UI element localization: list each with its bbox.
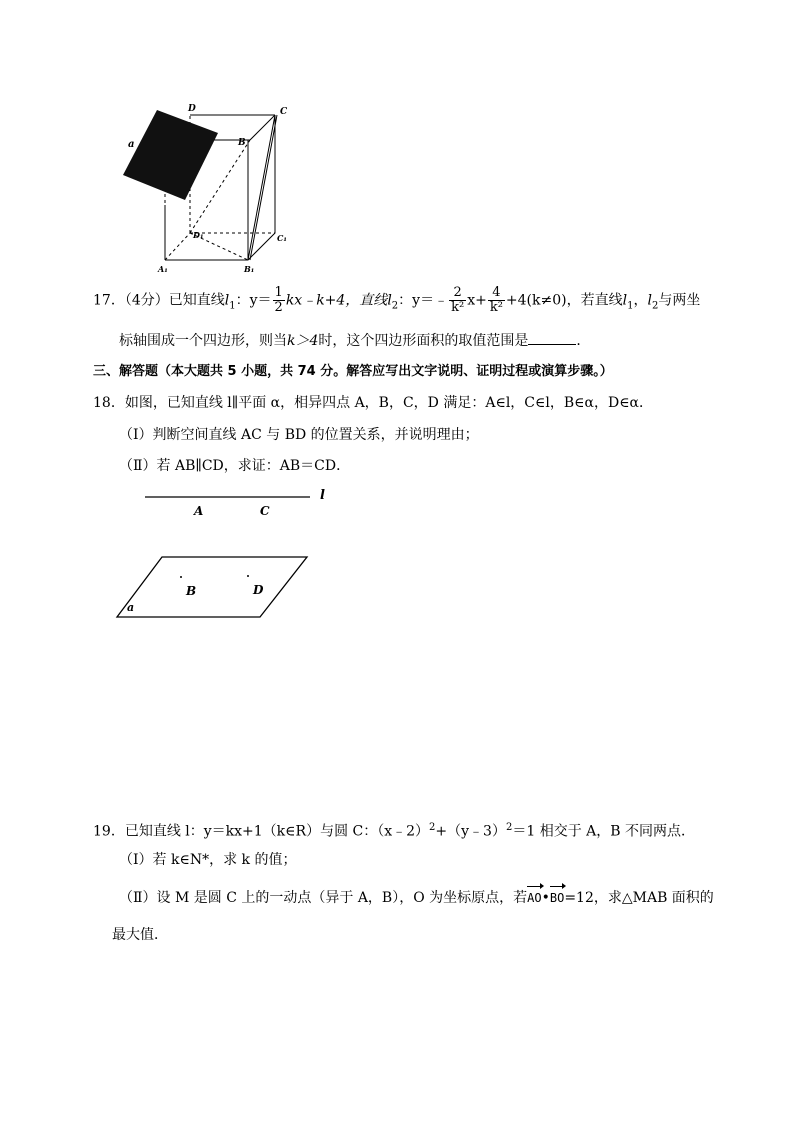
q17-score: （4分） — [124, 292, 169, 309]
point-B-label: B — [186, 584, 197, 598]
answer-blank — [528, 330, 576, 345]
frac2-num: 2 — [449, 286, 466, 301]
q17-line2-text: 标轴围成一个四边形，则当 — [119, 333, 287, 349]
q19-number: 19． — [93, 823, 125, 840]
plane-label: a — [127, 601, 135, 614]
frac3-den: k² — [489, 300, 503, 315]
q17-tail-sub1: 1 — [627, 300, 634, 312]
shaded-plane — [123, 110, 218, 200]
frac1-den: 2 — [274, 300, 283, 315]
q17-line2b: 时，这个四边形面积的取值范围是 — [318, 333, 529, 349]
q17-text: 已知直线 — [168, 292, 225, 309]
q19-stem-b: +（y﹣3） — [435, 823, 506, 840]
label-B1: B₁ — [244, 264, 255, 274]
q17-sub2: 2 — [391, 300, 399, 312]
label-B: B — [238, 138, 246, 148]
q17-tail-l2: l — [647, 292, 652, 309]
q17-l1: l — [224, 292, 230, 309]
q17-colon-y: ：y＝ — [235, 292, 272, 309]
point-A-label: A — [194, 504, 204, 518]
q17-expr1: kx﹣k+4，直线 — [285, 292, 388, 309]
q17-cond: k＞4 — [287, 333, 319, 349]
dot-product: • — [541, 890, 550, 906]
q19-sup1: 2 — [429, 822, 436, 833]
q19-part2-b: =12，求△MAB 面积的 — [564, 890, 714, 906]
frac3-num: 4 — [488, 286, 505, 301]
label-C: C — [280, 107, 288, 117]
q17-tail2: 与两坐 — [658, 292, 701, 309]
label-a: a — [128, 139, 135, 150]
q17-frac1 — [273, 286, 285, 315]
q17-number: 17． — [93, 292, 125, 309]
label-C1: C₁ — [277, 233, 287, 243]
q19-part2-line2: 最大值． — [112, 927, 168, 943]
q19-part1: （Ⅰ）若 k∈N*，求 k 的值； — [119, 852, 297, 868]
q17-tail: +4(k≠0)，若直线 — [505, 292, 623, 309]
frac1-num: 1 — [274, 285, 283, 300]
q17-comma: ， — [633, 292, 648, 309]
vector-BO: BO — [550, 888, 564, 908]
plane-alpha — [117, 557, 307, 617]
q17-end: ． — [576, 333, 591, 349]
q17-tail-sub2: 2 — [651, 300, 659, 312]
label-A1: A₁ — [158, 264, 168, 274]
q17-frac2 — [449, 286, 466, 315]
line-l-label: l — [320, 488, 325, 503]
q17-frac3 — [488, 286, 505, 315]
q19-sup2: 2 — [505, 822, 513, 833]
label-D: D — [188, 104, 196, 114]
q17-x-plus: x+ — [467, 292, 487, 309]
q19-stem-c: ＝1 相交于 A，B 不同两点． — [512, 823, 695, 840]
q18-part2: （Ⅱ）若 AB∥CD，求证：AB＝CD． — [119, 458, 351, 474]
q17-l2: l — [387, 292, 392, 309]
q18-stem-text: 如图，已知直线 l∥平面 α，相异四点 A，B，C，D 满足：A∈l，C∈l，B∈α，D∈α． — [124, 395, 654, 411]
q18-stem — [93, 393, 653, 413]
q17-line1 — [93, 286, 700, 320]
visible-edge — [248, 115, 275, 260]
vector-AO: AO — [527, 888, 541, 908]
hidden-edge — [165, 233, 190, 260]
q17-line2 — [119, 330, 590, 351]
q19-part2-line1 — [119, 888, 714, 908]
q18-figure — [110, 485, 350, 625]
frac2-den: k² — [451, 300, 465, 315]
q18-part1: （Ⅰ）判断空间直线 AC 与 BD 的位置关系，并说明理由； — [119, 427, 479, 443]
label-D1: D₁ — [193, 230, 204, 240]
section3-heading: 三、解答题（本大题共 5 小题，共 74 分。解答应写出文字说明、证明过程或演算步骤。） — [93, 364, 613, 379]
visible-edge — [250, 115, 277, 260]
q19-stem — [93, 818, 695, 842]
q19-part2-a: （Ⅱ）设 M 是圆 C 上的一动点（异于 A，B），O 为坐标原点，若 — [119, 890, 528, 906]
point-C-label: C — [260, 504, 270, 518]
cube-figure — [110, 95, 310, 280]
q19-stem-a: 已知直线 l：y＝kx+1（k∈R）与圆 C：（x﹣2） — [124, 823, 430, 840]
q17-sub1: 1 — [229, 300, 236, 312]
q17-colon-y2: ：y＝﹣ — [398, 292, 449, 309]
q17-tail-l1: l — [622, 292, 628, 309]
point-D-label: D — [253, 583, 264, 597]
point-D-dot — [247, 575, 249, 577]
q18-number: 18． — [93, 395, 125, 411]
point-B-dot — [180, 576, 182, 578]
